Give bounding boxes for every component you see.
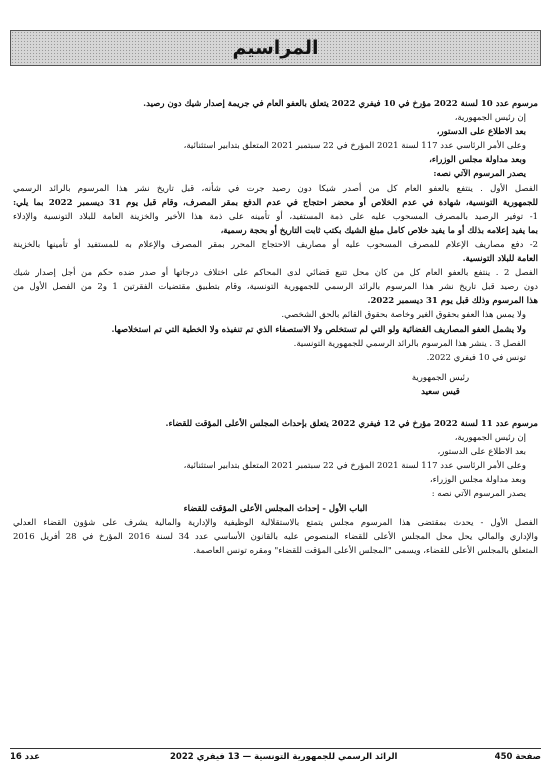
text-line: للجمهورية التونسية، شهادة في عدم الخلاص أو محضر احتجاج في عدم الدفع بمقر المصرف، وقام قبل يوم 31 ديسمبر 2022 بما يلي: (13, 197, 538, 208)
footer-divider (10, 748, 541, 749)
text-line: بعد الاطلاع على الدستور، (437, 447, 526, 458)
page-footer (10, 752, 541, 766)
footer-issue-number: عدد 16 (10, 752, 40, 762)
chapter-heading: الباب الأول - إحداث المجلس الأعلى المؤقت للقضاء (183, 503, 368, 514)
text-line: وعلى الأمر الرئاسي عدد 117 لسنة 2021 المؤرخ في 22 سبتمبر 2021 المتعلق بتدابير استثنائية، (183, 461, 526, 472)
decree-heading: مرسوم عدد 10 لسنة 2022 مؤرخ في 10 فيفري 2022 يتعلق بالعفو العام في جريمة إصدار شيك دون رصيد. (143, 99, 538, 109)
footer-publication: الرائد الرسمي للجمهورية التونسية — 13 فيفري 2022 (170, 752, 398, 762)
text-line: يصدر المرسوم الآتي نصه: (433, 169, 526, 180)
text-line: 2- دفع مصاريف الإعلام للمصرف المسحوب عليه أو مصاريف الاحتجاج المحرر بمقر المصرف والإعلام به للمستفيد أو تأمينها بالخزينة (13, 239, 538, 250)
text-line: دون رصيد قبل تاريخ نشر هذا المرسوم بالرائد الرسمي للجمهورية التونسية، وقام بتطبيق مقتضيات الفقرتين 1 و2 من الفصل الأول من (13, 282, 538, 293)
text-line: إن رئيس الجمهورية، (454, 433, 526, 444)
text-line: المتعلق بالمجلس الأعلى للقضاء، ويسمى "المجلس الأعلى المؤقت للقضاء" ومقره تونس العاصمة. (193, 545, 538, 556)
text-line: إن رئيس الجمهورية، (454, 113, 526, 124)
text-line: 1- توفير الرصيد بالمصرف المسحوب عليه على ذمة المستفيد، أو تأمينه على ذمة هذا الأخير والخزينة العامة للبلاد التونسية والإدلاء (13, 211, 538, 222)
date-line: تونس في 10 فيفري 2022. (426, 352, 526, 363)
text-line: ولا يمس هذا العفو بحقوق الغير وخاصة بحقوق القائم بالحق الشخصي. (281, 310, 526, 321)
text-line: والإداري والمالي يحل محل المجلس الأعلى للقضاء المنصوص عليه بالقانون الأساسي عدد 34 لسنة 2016 المؤرخ في 28 أفريل 2016 (13, 531, 538, 542)
text-line: وبعد مداولة مجلس الوزراء، (429, 155, 526, 166)
section-banner (10, 30, 541, 66)
decree-heading: مرسوم عدد 11 لسنة 2022 مؤرخ في 12 فيفري 2022 يتعلق بإحداث المجلس الأعلى المؤقت للقضاء. (165, 418, 538, 429)
text-line: ولا يشمل العفو المصاريف القضائية ولو التي لم تستخلص ولا الاستصفاء الذي تم تنفيذه ولا الخطية التي تم استخلاصها. (111, 324, 526, 335)
section-title: المراسيم (232, 37, 319, 59)
signature-name: قيس سعيد (421, 386, 460, 397)
text-line: الفصل 2 . ينتفع بالعفو العام كل من كان محل تتبع قضائي لدى المحاكم على اختلاف درجاتها أو صدر ضده حكم من أجل إصدار شيك (13, 268, 538, 279)
text-line: يصدر المرسوم الآتي نصه : (431, 489, 526, 500)
signature-title: رئيس الجمهورية (411, 372, 470, 383)
footer-page-number: صفحة 450 (494, 752, 541, 762)
text-line: الفصل 3 . ينشر هذا المرسوم بالرائد الرسمي للجمهورية التونسية. (293, 338, 526, 349)
text-line: العامة للبلاد التونسية. (462, 254, 538, 265)
text-line: وعلى الأمر الرئاسي عدد 117 لسنة 2021 المؤرخ في 22 سبتمبر 2021 المتعلق بتدابير استثنائية، (183, 141, 526, 152)
text-line: بعد الاطلاع على الدستور، (436, 127, 526, 138)
text-line: بما يفيد إعلامه بذلك أو ما يفيد خلاص كامل مبلغ الشيك بكتب ثابت التاريخ أو بحجة رسمية، (220, 225, 538, 236)
text-line: هذا المرسوم وذلك قبل يوم 31 ديسمبر 2022. (367, 296, 538, 307)
page-content (13, 97, 538, 558)
text-line: الفصل الأول . ينتفع بالعفو العام كل من أصدر شيكا دون رصيد جرت في شأنه، قبل تاريخ نشر هذا المرسوم بالرائد الرسمي (13, 183, 538, 194)
text-line: وبعد مداولة مجلس الوزراء، (429, 475, 526, 486)
text-line: الفصل الأول - يحدث بمقتضى هذا المرسوم مجلس يتمتع بالاستقلالية الوظيفية والإدارية والمالية يشرف على شؤون القضاء العدلي (13, 517, 538, 528)
